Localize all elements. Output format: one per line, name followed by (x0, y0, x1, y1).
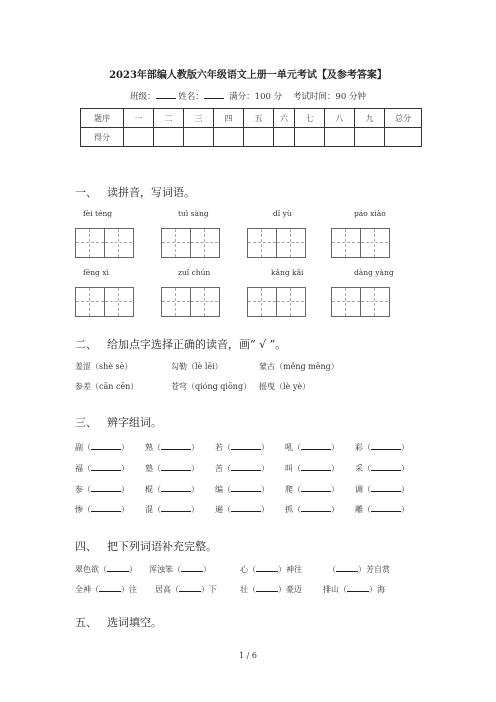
table-cell: 九 (355, 109, 385, 128)
pinyin-label: tuì sàng (178, 209, 209, 218)
word-group-item[interactable]: 棍（ ） (145, 485, 199, 494)
table-cell: 八 (325, 109, 355, 128)
word-group-item[interactable]: 副（ ） (75, 443, 129, 452)
word-group-item[interactable]: 遍（ ） (215, 505, 269, 514)
word-group-item[interactable]: 叫（ ） (285, 464, 339, 473)
word-group-item[interactable]: 编（ ） (215, 485, 269, 494)
writing-box[interactable] (75, 228, 134, 258)
word-group-item[interactable]: 混（ ） (145, 505, 199, 514)
reading-choice[interactable]: 羞涩（shè sè） (75, 362, 133, 371)
score-cell[interactable] (184, 128, 214, 147)
reading-choice[interactable]: 参差（cān cēn） (75, 382, 139, 391)
full-score: 满分：100 分 (229, 92, 283, 102)
name-blank (204, 90, 224, 99)
table-cell: 得分 (81, 128, 124, 147)
section-5-heading (75, 614, 162, 630)
pinyin-label: kǎng kǎi (271, 268, 304, 277)
idiom-item[interactable]: 壮（ ）豪迈 (240, 585, 302, 594)
pinyin-label: dàng yàng (354, 268, 394, 277)
word-group-item[interactable]: 参（ ） (75, 485, 129, 494)
section-number: 一、 (75, 186, 97, 199)
writing-box[interactable] (331, 228, 390, 258)
word-group-item[interactable]: 吼（ ） (285, 443, 339, 452)
table-cell: 五 (244, 109, 274, 128)
score-cell[interactable] (274, 128, 295, 147)
idiom-item[interactable]: 居高（ ）下 (155, 585, 217, 594)
idiom-item[interactable]: （ ）芳自赏 (328, 565, 390, 574)
writing-box[interactable] (331, 287, 390, 317)
section-text: 读拼音，写词语。 (107, 186, 195, 199)
score-cell[interactable] (214, 128, 244, 147)
idiom-item[interactable]: 浑浊笨（ ） (149, 565, 211, 574)
class-blank (156, 90, 176, 99)
section-number: 五、 (75, 616, 97, 629)
table-cell: 总分 (385, 109, 422, 128)
section-text: 选词填空。 (107, 616, 162, 629)
idiom-item[interactable]: 全神（ ）注 (75, 585, 137, 594)
reading-choice[interactable]: 苍穹（qióng qiōng） (171, 382, 252, 391)
section-text: 辨字组词。 (107, 416, 162, 429)
word-group-item[interactable]: 若（ ） (215, 443, 269, 452)
reading-choice[interactable]: 蒙古（měng mēng） (259, 362, 339, 371)
pinyin-label: zuǐ chún (178, 268, 211, 277)
word-group-item[interactable]: 爬（ ） (285, 485, 339, 494)
section-text: 把下列词语补充完整。 (107, 540, 217, 553)
score-cell[interactable] (325, 128, 355, 147)
pinyin-label: dǐ yù (273, 209, 292, 218)
writing-box[interactable] (161, 228, 220, 258)
writing-box[interactable] (247, 287, 306, 317)
reading-choice[interactable]: 摇曳（lè yè） (259, 382, 311, 391)
writing-box[interactable] (161, 287, 220, 317)
section-4-heading (75, 538, 217, 554)
table-cell: 三 (184, 109, 214, 128)
score-cell[interactable] (154, 128, 184, 147)
word-group-item[interactable]: 彩（ ） (355, 443, 409, 452)
score-cell[interactable] (124, 128, 154, 147)
word-group-item[interactable]: 塾（ ） (145, 464, 199, 473)
idiom-item[interactable]: 排山（ ）海 (323, 585, 385, 594)
table-cell: 题序 (81, 109, 124, 128)
pinyin-label: fèi téng (83, 209, 113, 218)
table-cell: 七 (295, 109, 325, 128)
exam-time: 考试时间：90 分钟 (292, 92, 366, 102)
pinyin-label: fēng xì (83, 268, 109, 277)
score-table-score-row (81, 128, 422, 147)
writing-box[interactable] (247, 228, 306, 258)
word-group-item[interactable]: 惨（ ） (75, 505, 129, 514)
document-title: 2023年部编人教版六年级语文上册一单元考试【及参考答案】 (109, 70, 387, 81)
idiom-item[interactable]: 心（ ）神往 (240, 565, 302, 574)
score-table (80, 108, 422, 147)
score-cell[interactable] (244, 128, 274, 147)
section-number: 二、 (75, 338, 97, 351)
table-cell: 一 (124, 109, 154, 128)
section-3-heading (75, 414, 162, 430)
word-group-item[interactable]: 采（ ） (355, 464, 409, 473)
score-cell[interactable] (385, 128, 422, 147)
writing-box[interactable] (75, 287, 134, 317)
class-label: 班级： (130, 92, 156, 102)
table-cell: 二 (154, 109, 184, 128)
name-label: 姓名： (178, 92, 204, 102)
section-number: 三、 (75, 416, 97, 429)
section-1-heading (75, 184, 195, 200)
exam-info (0, 90, 496, 102)
idiom-item[interactable]: 翠色欲（ ） (75, 565, 137, 574)
word-group-item[interactable]: 熟（ ） (145, 443, 199, 452)
reading-choice[interactable]: 勾勒（lè lēi） (171, 362, 223, 371)
word-group-item[interactable]: 苦（ ） (215, 464, 269, 473)
word-group-item[interactable]: 福（ ） (75, 464, 129, 473)
table-cell: 四 (214, 109, 244, 128)
table-cell: 六 (274, 109, 295, 128)
section-2-heading (75, 336, 286, 352)
section-number: 四、 (75, 540, 97, 553)
word-group-item[interactable]: 抓（ ） (285, 505, 339, 514)
page-number: 1 / 6 (239, 651, 257, 660)
word-group-item[interactable]: 雕（ ） (355, 505, 409, 514)
section-text: 给加点字选择正确的读音，画“ √ ”。 (107, 338, 287, 351)
word-group-item[interactable]: 调（ ） (355, 485, 409, 494)
pinyin-label: páo xiào (354, 209, 386, 218)
score-cell[interactable] (355, 128, 385, 147)
score-cell[interactable] (295, 128, 325, 147)
score-table-header-row (81, 109, 422, 128)
